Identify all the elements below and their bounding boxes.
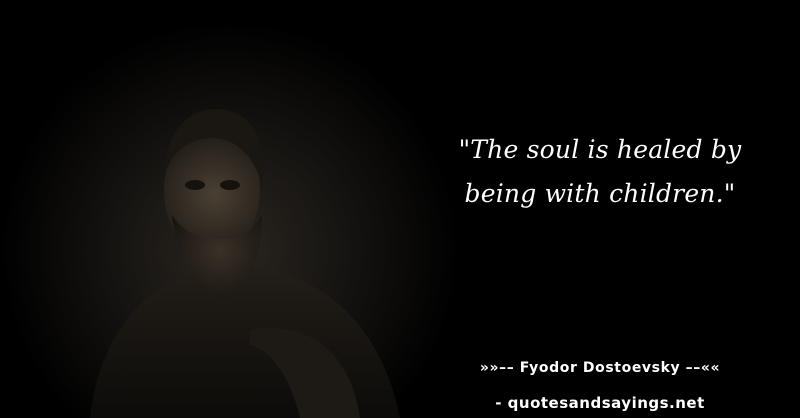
quote-line-2: being with children." xyxy=(464,179,736,208)
quote-text xyxy=(420,128,780,216)
source-credit: - quotesandsayings.net xyxy=(495,394,705,412)
author-attribution: »»–– Fyodor Dostoevsky ––«« xyxy=(479,360,721,376)
quote-line-1: "The soul is healed by xyxy=(458,135,742,164)
